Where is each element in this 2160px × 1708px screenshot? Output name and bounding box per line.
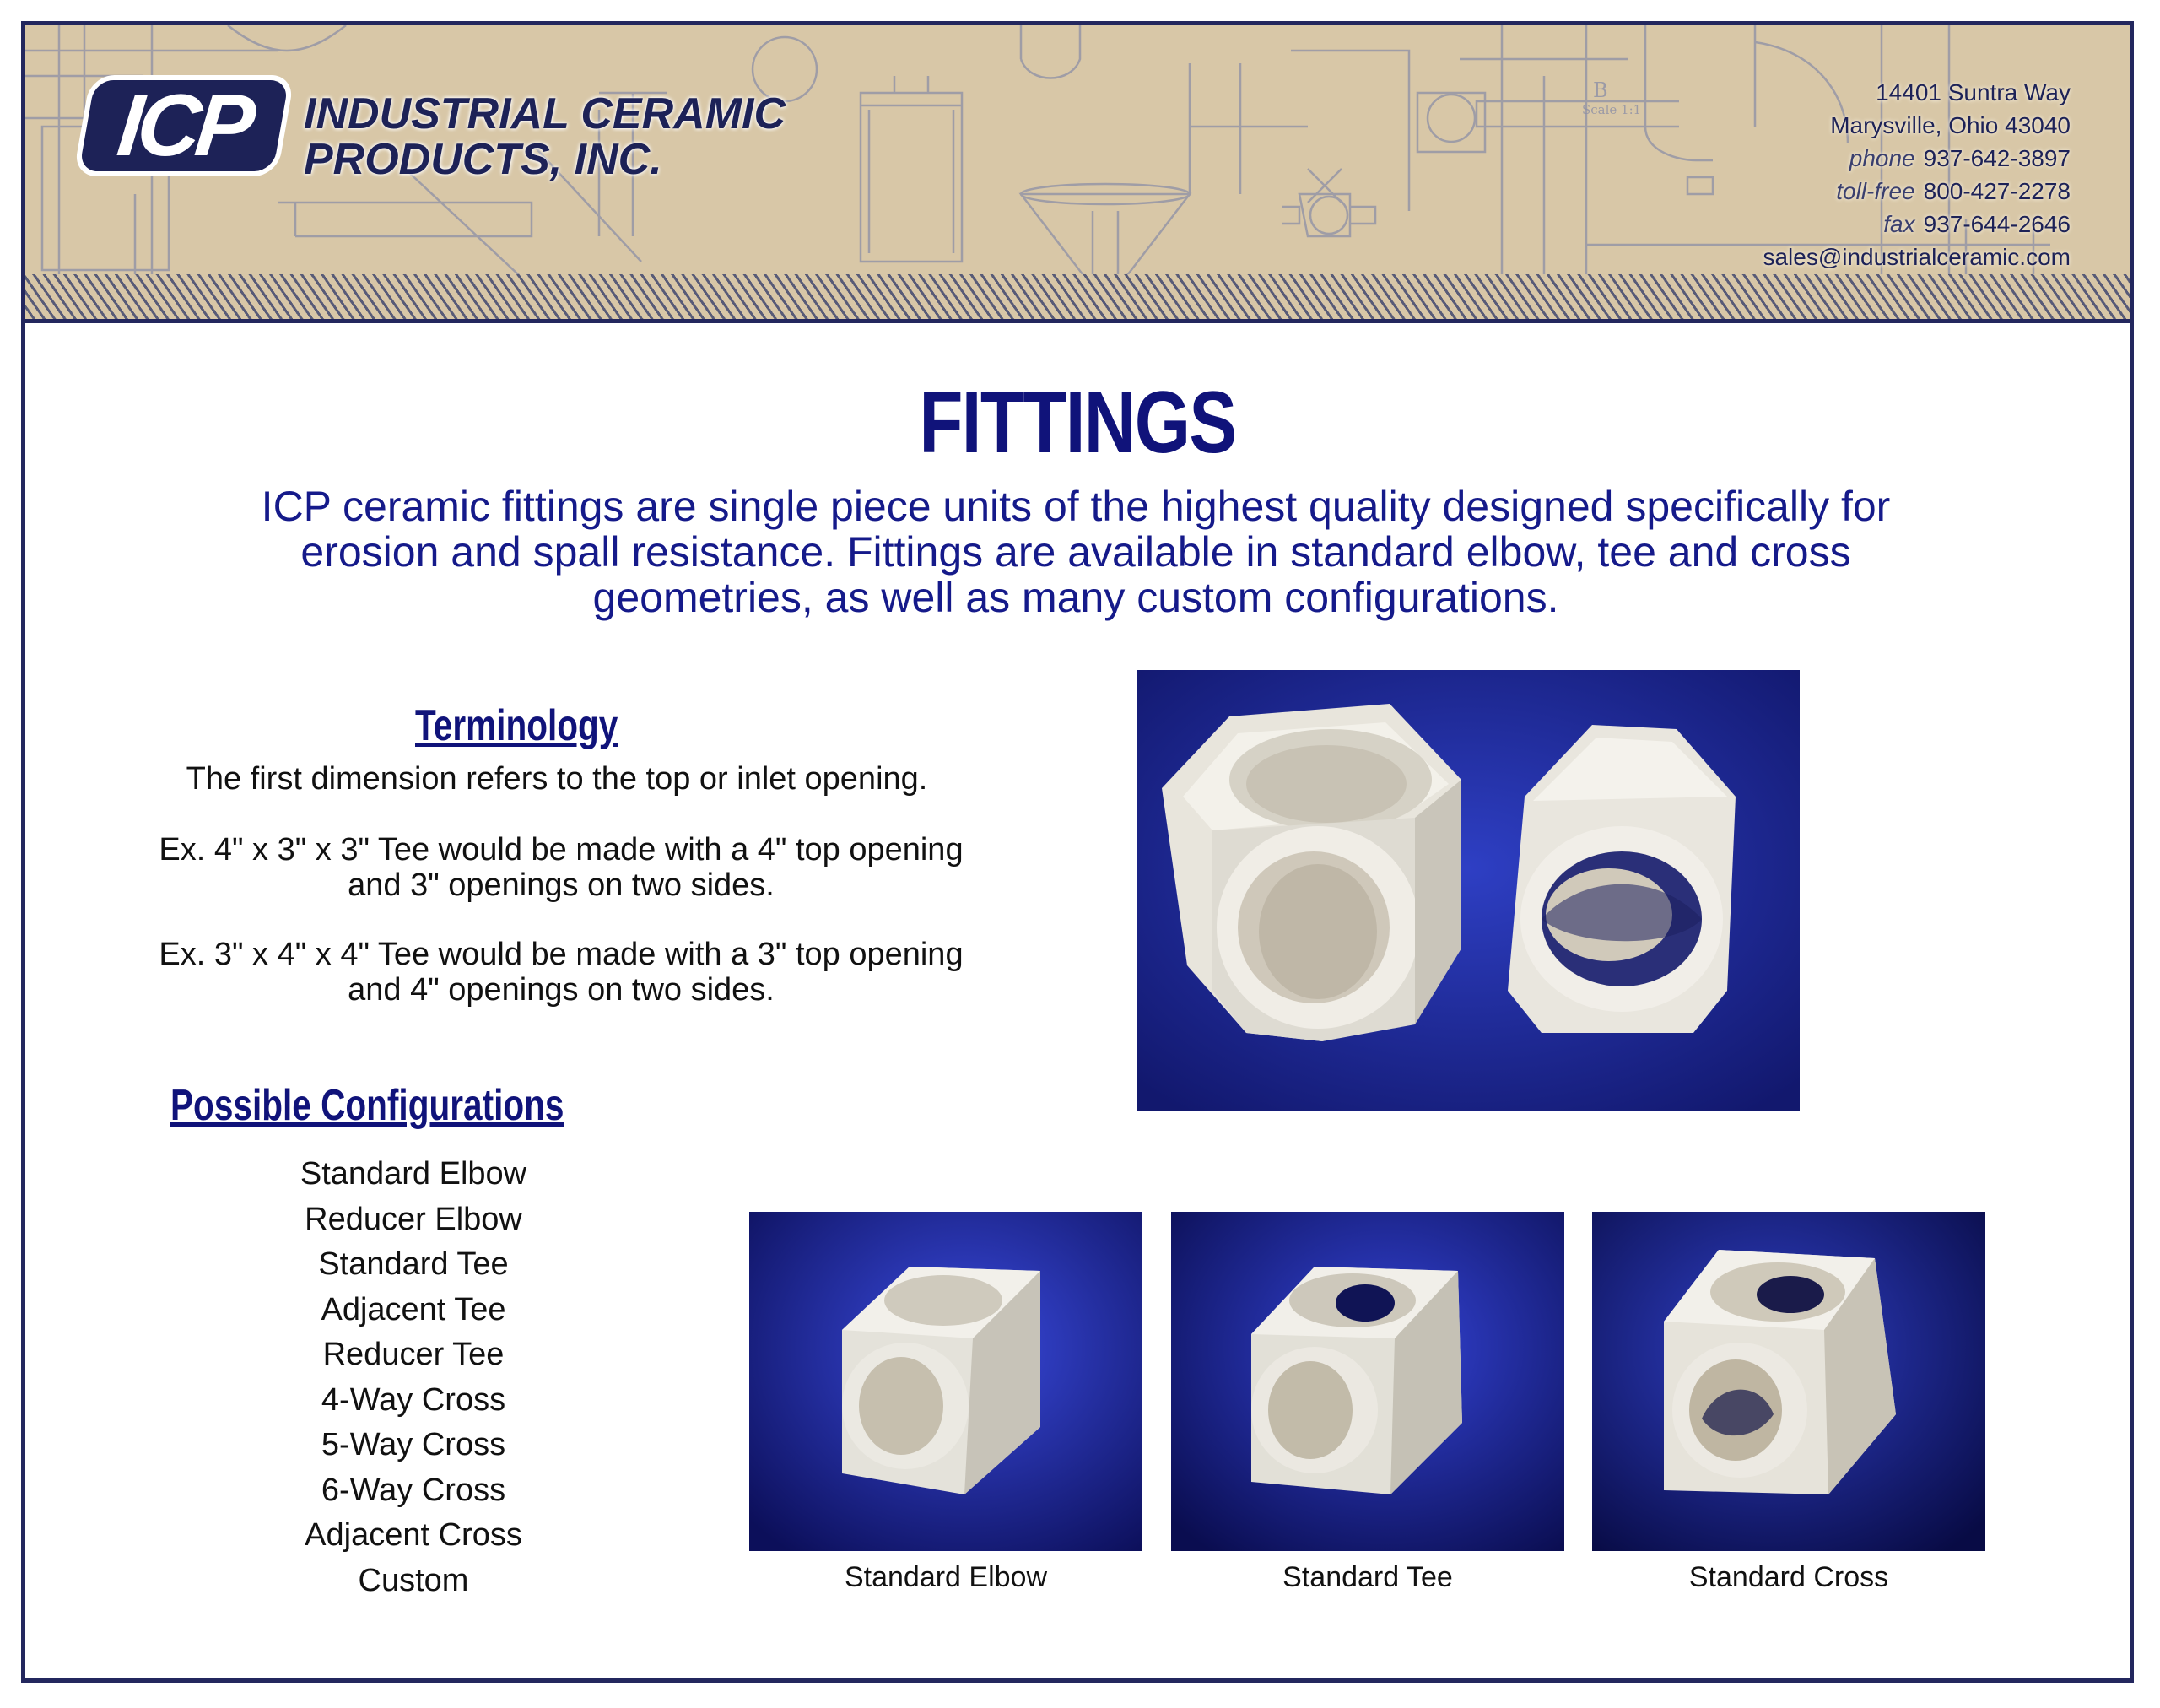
company-name — [304, 91, 786, 182]
list-item: Standard Elbow — [300, 1156, 527, 1192]
hatch-stripe — [25, 274, 2130, 319]
configurations-heading: Possible Configurations — [170, 1081, 564, 1130]
address-street: 14401 Suntra Way — [1876, 79, 2071, 105]
fax-label: fax — [1883, 211, 1915, 237]
fax-number: 937-644-2646 — [1923, 211, 2071, 237]
banner-bottom-rule — [25, 319, 2130, 323]
list-item: Custom — [358, 1562, 469, 1598]
caption-standard-tee: Standard Tee — [1282, 1561, 1453, 1593]
standard-tee-photo — [1171, 1212, 1564, 1551]
fittings-hero-photo — [1137, 670, 1800, 1111]
list-item: 6-Way Cross — [321, 1472, 506, 1508]
list-item: Standard Tee — [318, 1246, 509, 1282]
blueprint-scale-text: Scale 1:1 — [1582, 102, 1642, 117]
terminology-heading: Terminology — [415, 701, 618, 750]
email-link[interactable]: sales@industrialceramic.com — [1763, 244, 2071, 270]
company-name-line2: PRODUCTS, INC. — [304, 135, 662, 184]
list-item: Adjacent Tee — [321, 1291, 506, 1327]
phone-label: phone — [1849, 145, 1915, 171]
terminology-example-2: Ex. 3" x 4" x 4" Tee would be made with a 3" top opening and 4" openings on two sides. — [159, 937, 964, 1008]
tollfree-number[interactable]: 800-427-2278 — [1923, 178, 2071, 204]
header-banner — [25, 25, 2130, 323]
blueprint-scale-letter: B — [1593, 78, 1608, 102]
list-item: Adjacent Cross — [305, 1517, 522, 1553]
tollfree-label: toll-free — [1836, 178, 1915, 204]
phone-number[interactable]: 937-642-3897 — [1923, 145, 2071, 171]
page-frame — [21, 21, 2134, 1683]
address-city: Marysville, Ohio 43040 — [1830, 112, 2071, 138]
company-logo-badge — [78, 77, 289, 175]
caption-standard-elbow: Standard Elbow — [844, 1561, 1048, 1593]
company-name-line1: INDUSTRIAL CERAMIC — [304, 89, 786, 138]
list-item: 4-Way Cross — [321, 1381, 506, 1418]
page-title: FITTINGS — [919, 374, 1236, 472]
list-item: 5-Way Cross — [321, 1427, 506, 1462]
logo-abbrev: ICP — [113, 77, 255, 175]
terminology-line: The first dimension refers to the top or inlet opening. — [186, 761, 928, 797]
phone-line — [1763, 142, 2071, 175]
tollfree-line — [1763, 175, 2071, 208]
caption-standard-cross: Standard Cross — [1688, 1561, 1889, 1593]
intro-paragraph: ICP ceramic fittings are single piece units of the highest quality designed specifically for erosion and spall resistance. Fittings are available in standard elbow, tee and cross geometries, as well as many custom configurations. — [261, 483, 1891, 621]
terminology-example-1: Ex. 4" x 3" x 3" Tee would be made with a 4" top opening and 3" openings on two sides. — [159, 832, 964, 903]
list-item: Reducer Tee — [322, 1337, 505, 1372]
standard-cross-photo — [1592, 1212, 1985, 1551]
fax-line — [1763, 208, 2071, 241]
contact-block — [1763, 76, 2071, 273]
standard-elbow-photo — [749, 1212, 1142, 1551]
configurations-list — [186, 1152, 641, 1603]
list-item: Reducer Elbow — [305, 1201, 522, 1237]
